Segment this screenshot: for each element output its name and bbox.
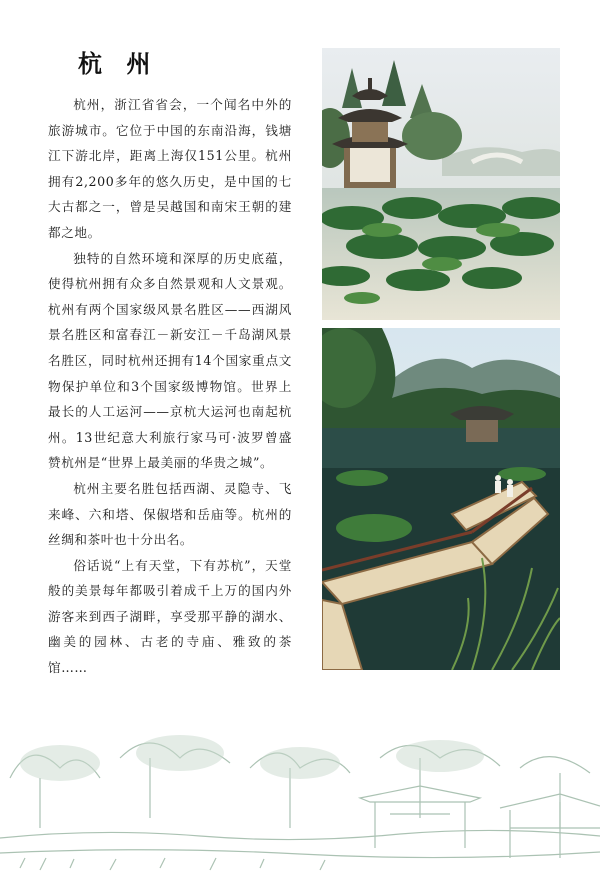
paragraph-scenery: 独特的自然环境和深厚的历史底蕴，使得杭州拥有众多自然景观和人文景观。杭州有两个国家级风景名胜区——西湖风景名胜区和富春江－新安江－千岛湖风景名胜区，同时杭州还拥有14个国家重点文物保护单位和3个国家级博物馆。世界上最长的人工运河——京杭大运河也南起杭州。13世纪意大利旅行家马可·波罗曾盛赞杭州是“世界上最美丽的华贵之城”。 (48, 250, 292, 471)
photo-zigzag-bridge (322, 328, 560, 670)
article-body (48, 92, 292, 681)
decorative-sketch-footer (0, 718, 600, 879)
paragraph-intro: 杭州，浙江省省会，一个闻名中外的旅游城市。它位于中国的东南沿海，钱塘江下游北岸，距离上海仅151公里。杭州拥有2,200多年的悠久历史，是中国的七大古都之一，曾是吴越国和南宋王朝的建都之地。 (48, 97, 292, 240)
photo-pagoda-lotus-pond (322, 48, 560, 320)
sketch-landscape-icon (0, 718, 600, 879)
paragraph-sights: 杭州主要名胜包括西湖、灵隐寺、飞来峰、六和塔、保俶塔和岳庙等。杭州的丝绸和茶叶也十分出名。 (48, 480, 292, 548)
zigzag-bridge-illustration (322, 328, 560, 670)
paragraph-saying: 俗话说“上有天堂，下有苏杭”，天堂般的美景每年都吸引着成千上万的国内外游客来到西子湖畔，享受那平静的湖水、幽美的园林、古老的寺庙、雅致的茶馆…… (48, 557, 292, 676)
page-title: 杭 州 (78, 50, 159, 78)
pagoda-lotus-illustration (322, 48, 560, 320)
